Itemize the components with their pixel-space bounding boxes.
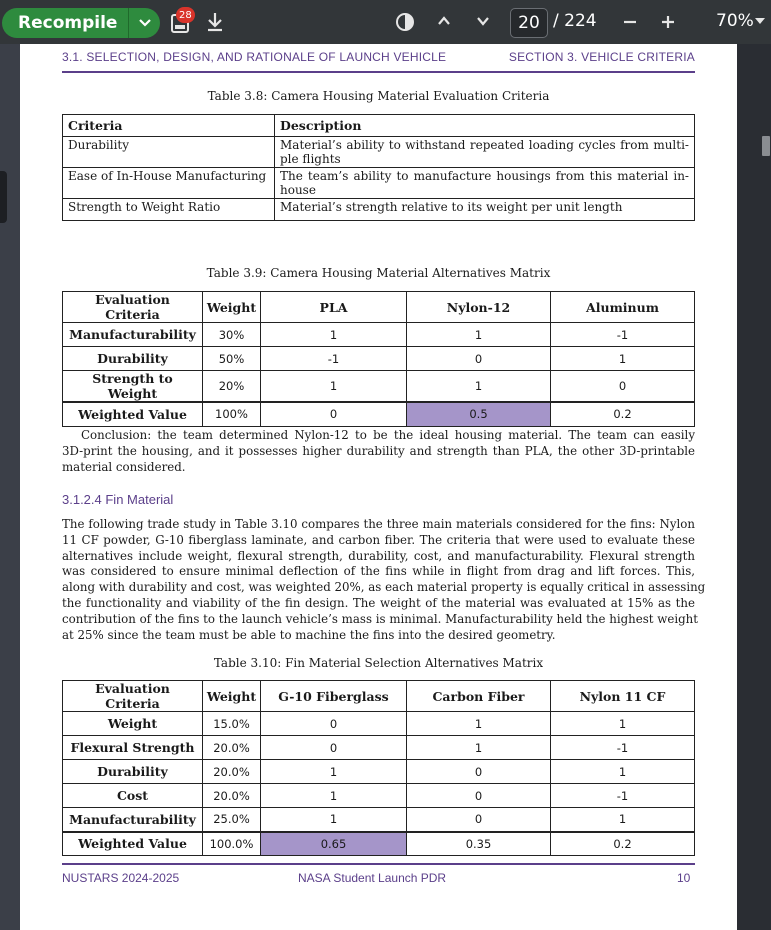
table-cell: 0.65: [261, 832, 407, 856]
table-row: [63, 199, 695, 221]
table-cell: 0: [551, 371, 695, 403]
text-line: material considered.: [62, 459, 186, 474]
table-header: Nylon-12: [407, 292, 551, 323]
row-label: Manufacturability: [63, 323, 203, 347]
table-cell: 0.2: [551, 402, 695, 426]
table-row: [63, 371, 695, 403]
table-3-9-caption: Table 3.9: Camera Housing Material Alternatives Matrix: [206, 266, 551, 280]
table-3-10-caption: Table 3.10: Fin Material Selection Alternatives Matrix: [213, 656, 544, 670]
table-cell: 1: [407, 323, 551, 347]
cell-line: The team’s ability to manufacture housings from this material in-: [280, 169, 689, 183]
table-cell: 0.35: [407, 832, 551, 856]
table-header: Evaluation Criteria: [63, 292, 203, 323]
table-row: [63, 168, 695, 199]
table-cell: 1: [407, 371, 551, 403]
row-label: Manufacturability: [63, 808, 203, 832]
recompile-label: Recompile: [18, 13, 118, 33]
page-number-input[interactable]: 20: [510, 8, 548, 38]
table-cell: Ease of In-House Manufacturing: [63, 168, 275, 199]
header-right: SECTION 3. VEHICLE CRITERIA: [508, 50, 695, 64]
table-cell: Strength to Weight Ratio: [63, 199, 275, 221]
table-row: [63, 808, 695, 832]
table-cell: 0.2: [551, 832, 695, 856]
table-cell: 1: [261, 760, 407, 784]
table-cell: 1: [551, 347, 695, 371]
table-cell: 1: [407, 736, 551, 760]
table-cell: 20.0%: [203, 760, 261, 784]
zoom-out-minus-icon[interactable]: [622, 14, 638, 30]
subsection-heading: 3.1.2.4 Fin Material: [62, 492, 174, 507]
footer-rule: [62, 863, 695, 865]
table-cell: 1: [261, 808, 407, 832]
table-cell: -1: [551, 784, 695, 808]
zoom-in-plus-icon[interactable]: [660, 14, 676, 30]
text-line: 11 CF powder, G-10 fiberglass laminate, and carbon fiber. The criteria that were used to evaluate these: [62, 532, 695, 547]
table-cell: -1: [551, 736, 695, 760]
row-label: Durability: [63, 760, 203, 784]
table-row: [63, 323, 695, 347]
weighted-value-row: [63, 832, 695, 856]
table-cell: -1: [551, 323, 695, 347]
table-cell: 1: [261, 371, 407, 403]
pdf-toolbar: [0, 0, 771, 44]
dark-mode-icon[interactable]: [395, 12, 415, 32]
table-cell: 0: [407, 808, 551, 832]
table-header-row: [63, 292, 695, 323]
table-cell: 50%: [203, 347, 261, 371]
zoom-caret-down-icon[interactable]: [755, 18, 765, 24]
table-header: Criteria: [63, 115, 275, 137]
cell-line: house: [280, 183, 316, 197]
table-cell: 100%: [203, 402, 261, 426]
cell-line: ple flights: [280, 152, 341, 166]
text-line: Conclusion: the team determined Nylon-12 to be the ideal housing material. The team can easily: [81, 428, 695, 442]
row-label: Weight: [63, 712, 203, 736]
table-cell: 0: [261, 736, 407, 760]
text-line: alternatives include weight, flexural strength, durability, cost, and manufacturability. Flexural strength: [62, 548, 695, 563]
table-cell: 1: [551, 712, 695, 736]
text-line: along with durability and cost, was weighted 20%, as each material property is equally critical in assessing: [62, 580, 706, 595]
table-cell: 0: [407, 784, 551, 808]
footer-left: NUSTARS 2024-2025: [62, 871, 180, 885]
table-cell: [275, 168, 695, 199]
text-line: at 25% since the team must be able to machine the fins into the desired geometry.: [62, 627, 556, 642]
table-header: PLA: [261, 292, 407, 323]
table-cell: 0: [407, 347, 551, 371]
table-header: G-10 Fiberglass: [261, 681, 407, 712]
conclusion-paragraph: [62, 428, 695, 475]
table-row: [63, 736, 695, 760]
table-header: Weight: [203, 681, 261, 712]
table-header: Evaluation Criteria: [63, 681, 203, 712]
row-label: Cost: [63, 784, 203, 808]
fin-alternatives-matrix: [62, 680, 695, 856]
scrollbar-thumb[interactable]: [762, 136, 770, 156]
cell-line: Material’s ability to withstand repeated loading cycles from multi-: [280, 138, 689, 152]
table-cell: 0: [261, 712, 407, 736]
table-cell: 1: [407, 712, 551, 736]
table-row: [63, 137, 695, 168]
weighted-value-row: [63, 402, 695, 426]
text-line: 3D-print the housing, and it possesses higher durability and strength than PLA, the other 3D-printable: [62, 443, 695, 458]
table-cell: 20.0%: [203, 736, 261, 760]
footer-page-number: 10: [677, 871, 691, 885]
table-row: [63, 347, 695, 371]
text-line: contribution of the fins to the launch vehicle’s mass is minimal. Manufacturability held the highest weight: [62, 611, 699, 626]
table-cell: 15.0%: [203, 712, 261, 736]
sidebar-toggle-handle[interactable]: [0, 171, 7, 223]
table-cell: 25.0%: [203, 808, 261, 832]
previous-page-chevron-up-icon[interactable]: [437, 14, 451, 28]
table-cell: [275, 137, 695, 168]
page-total: / 224: [553, 11, 597, 31]
table-cell: 0: [407, 760, 551, 784]
fin-paragraph: [62, 517, 706, 643]
text-line: The following trade study in Table 3.10 compares the three main materials considered for the fins: Nylon: [62, 517, 695, 531]
pdf-page: [20, 44, 737, 930]
table-cell: 20%: [203, 371, 261, 403]
table-cell: Material’s strength relative to its weight per unit length: [275, 199, 695, 221]
table-row: [63, 760, 695, 784]
housing-alternatives-matrix: [62, 291, 695, 427]
criteria-table: [62, 114, 695, 221]
table-3-8-caption: Table 3.8: Camera Housing Material Evaluation Criteria: [207, 89, 550, 103]
table-cell: 0: [261, 402, 407, 426]
table-row: [63, 712, 695, 736]
table-header: Carbon Fiber: [407, 681, 551, 712]
table-header-row: [63, 681, 695, 712]
row-label: Strength to Weight: [63, 371, 203, 403]
table-cell: 100.0%: [203, 832, 261, 856]
table-row: [63, 784, 695, 808]
scrollbar-track[interactable]: [737, 44, 771, 930]
table-header: Description: [275, 115, 695, 137]
footer-center: NASA Student Launch PDR: [298, 871, 447, 885]
table-cell: 1: [261, 784, 407, 808]
running-header: [62, 50, 695, 64]
text-line: the functionality and viability of the fin design. The weight of the material was evaluated at 15% as the: [62, 595, 695, 610]
table-cell: 20.0%: [203, 784, 261, 808]
table-cell: 1: [551, 760, 695, 784]
recompile-dropdown-chevron-icon[interactable]: [129, 8, 160, 38]
table-cell: -1: [261, 347, 407, 371]
table-cell: 0.5: [407, 402, 551, 426]
zoom-select[interactable]: 70%: [716, 11, 754, 31]
table-cell: Durability: [63, 137, 275, 168]
table-header: Aluminum: [551, 292, 695, 323]
table-cell: 1: [261, 323, 407, 347]
recompile-button[interactable]: [2, 8, 160, 38]
row-label: Weighted Value: [63, 402, 203, 426]
header-rule: [62, 71, 695, 73]
download-icon[interactable]: [205, 11, 225, 33]
row-label: Weighted Value: [63, 832, 203, 856]
next-page-chevron-down-icon[interactable]: [476, 14, 490, 28]
table-header: Weight: [203, 292, 261, 323]
table-cell: 30%: [203, 323, 261, 347]
row-label: Durability: [63, 347, 203, 371]
header-left: 3.1. SELECTION, DESIGN, AND RATIONALE OF LAUNCH VEHICLE: [62, 50, 447, 64]
row-label: Flexural Strength: [63, 736, 203, 760]
logs-badge: 28: [176, 7, 195, 23]
table-header: Nylon 11 CF: [551, 681, 695, 712]
table-cell: 1: [551, 808, 695, 832]
text-line: was considered to ensure minimal deflection of the fins while in flight from drag and lift forces. This,: [62, 564, 695, 579]
